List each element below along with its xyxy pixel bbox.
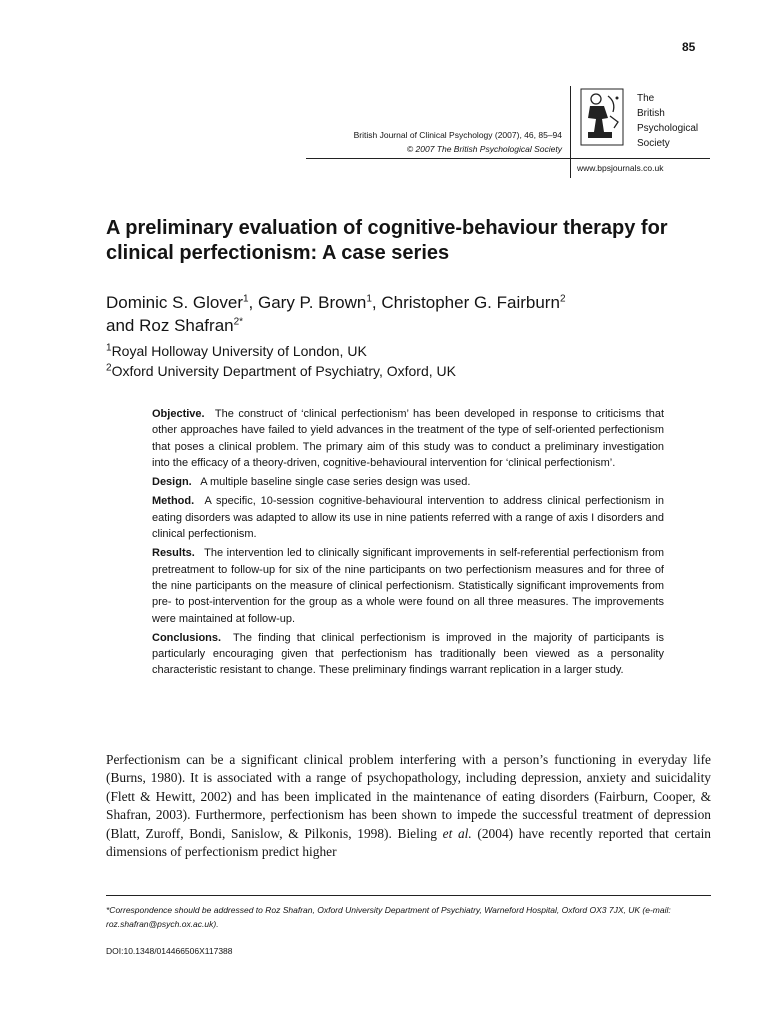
abstract-section — [152, 630, 664, 679]
affiliation-line — [106, 341, 456, 361]
abstract-section — [152, 474, 664, 490]
society-name-line: Society — [637, 138, 670, 149]
page-number: 85 — [682, 40, 696, 54]
doi: DOI:10.1348/014466506X117388 — [106, 946, 233, 956]
author-affiliation-marker: 1 — [242, 293, 249, 305]
abstract-text: A multiple baseline single case series design was used. — [200, 476, 471, 489]
affiliations — [106, 341, 456, 381]
header-rule — [306, 158, 710, 159]
abstract-heading: Conclusions. — [152, 631, 222, 644]
body-text-italic: et al. — [442, 825, 472, 841]
society-name — [637, 91, 698, 151]
author-name: Roz Shafran — [139, 316, 234, 335]
society-logo — [580, 88, 624, 146]
journal-citation — [354, 128, 562, 156]
logo-divider — [570, 86, 571, 178]
abstract-section — [152, 493, 664, 542]
author-affiliation-marker: 2* — [233, 316, 244, 328]
copyright-line: © 2007 The British Psychological Society — [406, 144, 562, 154]
affiliation-line — [106, 361, 456, 381]
society-name-line: Psychological — [637, 123, 699, 134]
journal-citation-line: British Journal of Clinical Psychology (2007), 46, 85–94 — [353, 130, 562, 140]
abstract-text: The finding that clinical perfectionism is improved in the majority of participants is particularly encouraging given that perfectionism has traditionally been viewed as a personality characteristic resistant to change. These preliminary findings warrant replication in a larger study. — [152, 631, 664, 677]
abstract-heading: Method. — [152, 495, 195, 508]
body-paragraph — [106, 751, 711, 861]
author-conjunction: and — [106, 316, 135, 335]
affiliation-text: Oxford University Department of Psychiatry, Oxford, UK — [111, 363, 456, 379]
abstract-heading: Results. — [152, 547, 195, 560]
body-text: Perfectionism can be a significant clinical problem interfering with a person’s functioning in everyday life (Burns, 1980). It is associated with a range of psychopathology, including depression, anxiety and suicidality (Flett & Hewitt, 2002) and has been implicated in the maintenance of eating disorders (Fairburn, Cooper, & Shafran, 2003). Furthermore, perfectionism has been shown to impede the successful treatment of depression (Blatt, Zuroff, Bondi, Sanislow, & Pilkonis, 1998). Bieling — [106, 752, 711, 841]
author-affiliation-marker: 1 — [366, 293, 372, 305]
society-name-line: British — [637, 108, 665, 119]
abstract-heading: Design. — [152, 476, 192, 489]
author-name: Gary P. Brown — [258, 293, 367, 312]
article-title: A preliminary evaluation of cognitive-behaviour therapy for clinical perfectionism: A case series — [106, 217, 668, 264]
correspondence-footnote: *Correspondence should be addressed to Roz Shafran, Oxford University Department of Psychiatry, Warneford Hospital, Oxford OX3 7JX, UK (e-mail: roz.shafran@psych.ox.ac.uk). — [106, 905, 671, 929]
author-list: Dominic S. Glover$^1$, Gary P. Brown$^1$, Christopher G. Fairburn$^2$ and Roz Shafran$^{2*}$ — [106, 293, 566, 335]
body-text: (2004) have recently reported that certain dimensions of perfectionism predict higher — [106, 825, 711, 860]
abstract-section — [152, 545, 664, 626]
footnote-rule — [106, 895, 711, 896]
society-name-line: The — [637, 93, 655, 104]
abstract-heading: Objective. — [152, 408, 205, 420]
abstract-text: The construct of ‘clinical perfectionism’ has been developed in response to criticisms that other approaches have failed to yield advances in the treatment of the type of self-oriented perfectionism that poses a clinical problem. The primary aim of this study was to conduct a preliminary investigation into the efficacy of a theory-driven, cognitive-behavioural intervention for ‘clinical perfectionism’. — [152, 408, 664, 469]
affiliation-text: Royal Holloway University of London, UK — [111, 343, 367, 359]
affiliation-marker: 1 — [106, 342, 112, 354]
abstract-text: A specific, 10-session cognitive-behavioural intervention to address clinical perfectionism in eating disorders was adapted to allow its use in nine patients referred with a range of axis I disorders and clinical perfectionism. — [152, 495, 664, 541]
author-name: Dominic S. Glover — [106, 293, 243, 312]
journal-website: www.bpsjournals.co.uk — [577, 163, 664, 173]
author-name: Christopher G. Fairburn — [381, 293, 560, 312]
author-affiliation-marker: 2 — [559, 293, 566, 305]
abstract — [152, 406, 664, 682]
affiliation-marker: 2 — [106, 362, 112, 374]
abstract-section — [152, 406, 664, 471]
abstract-text: The intervention led to clinically significant improvements in self-referential perfectionism from pretreatment to follow-up for six of the nine participants on two perfectionism measures and for three of the nine participants on the measure of clinical perfectionism. Statistically significant improvements from pre- to post-intervention for the group as a whole were found on all three measures. The improvements were maintained at follow-up. — [152, 547, 664, 625]
